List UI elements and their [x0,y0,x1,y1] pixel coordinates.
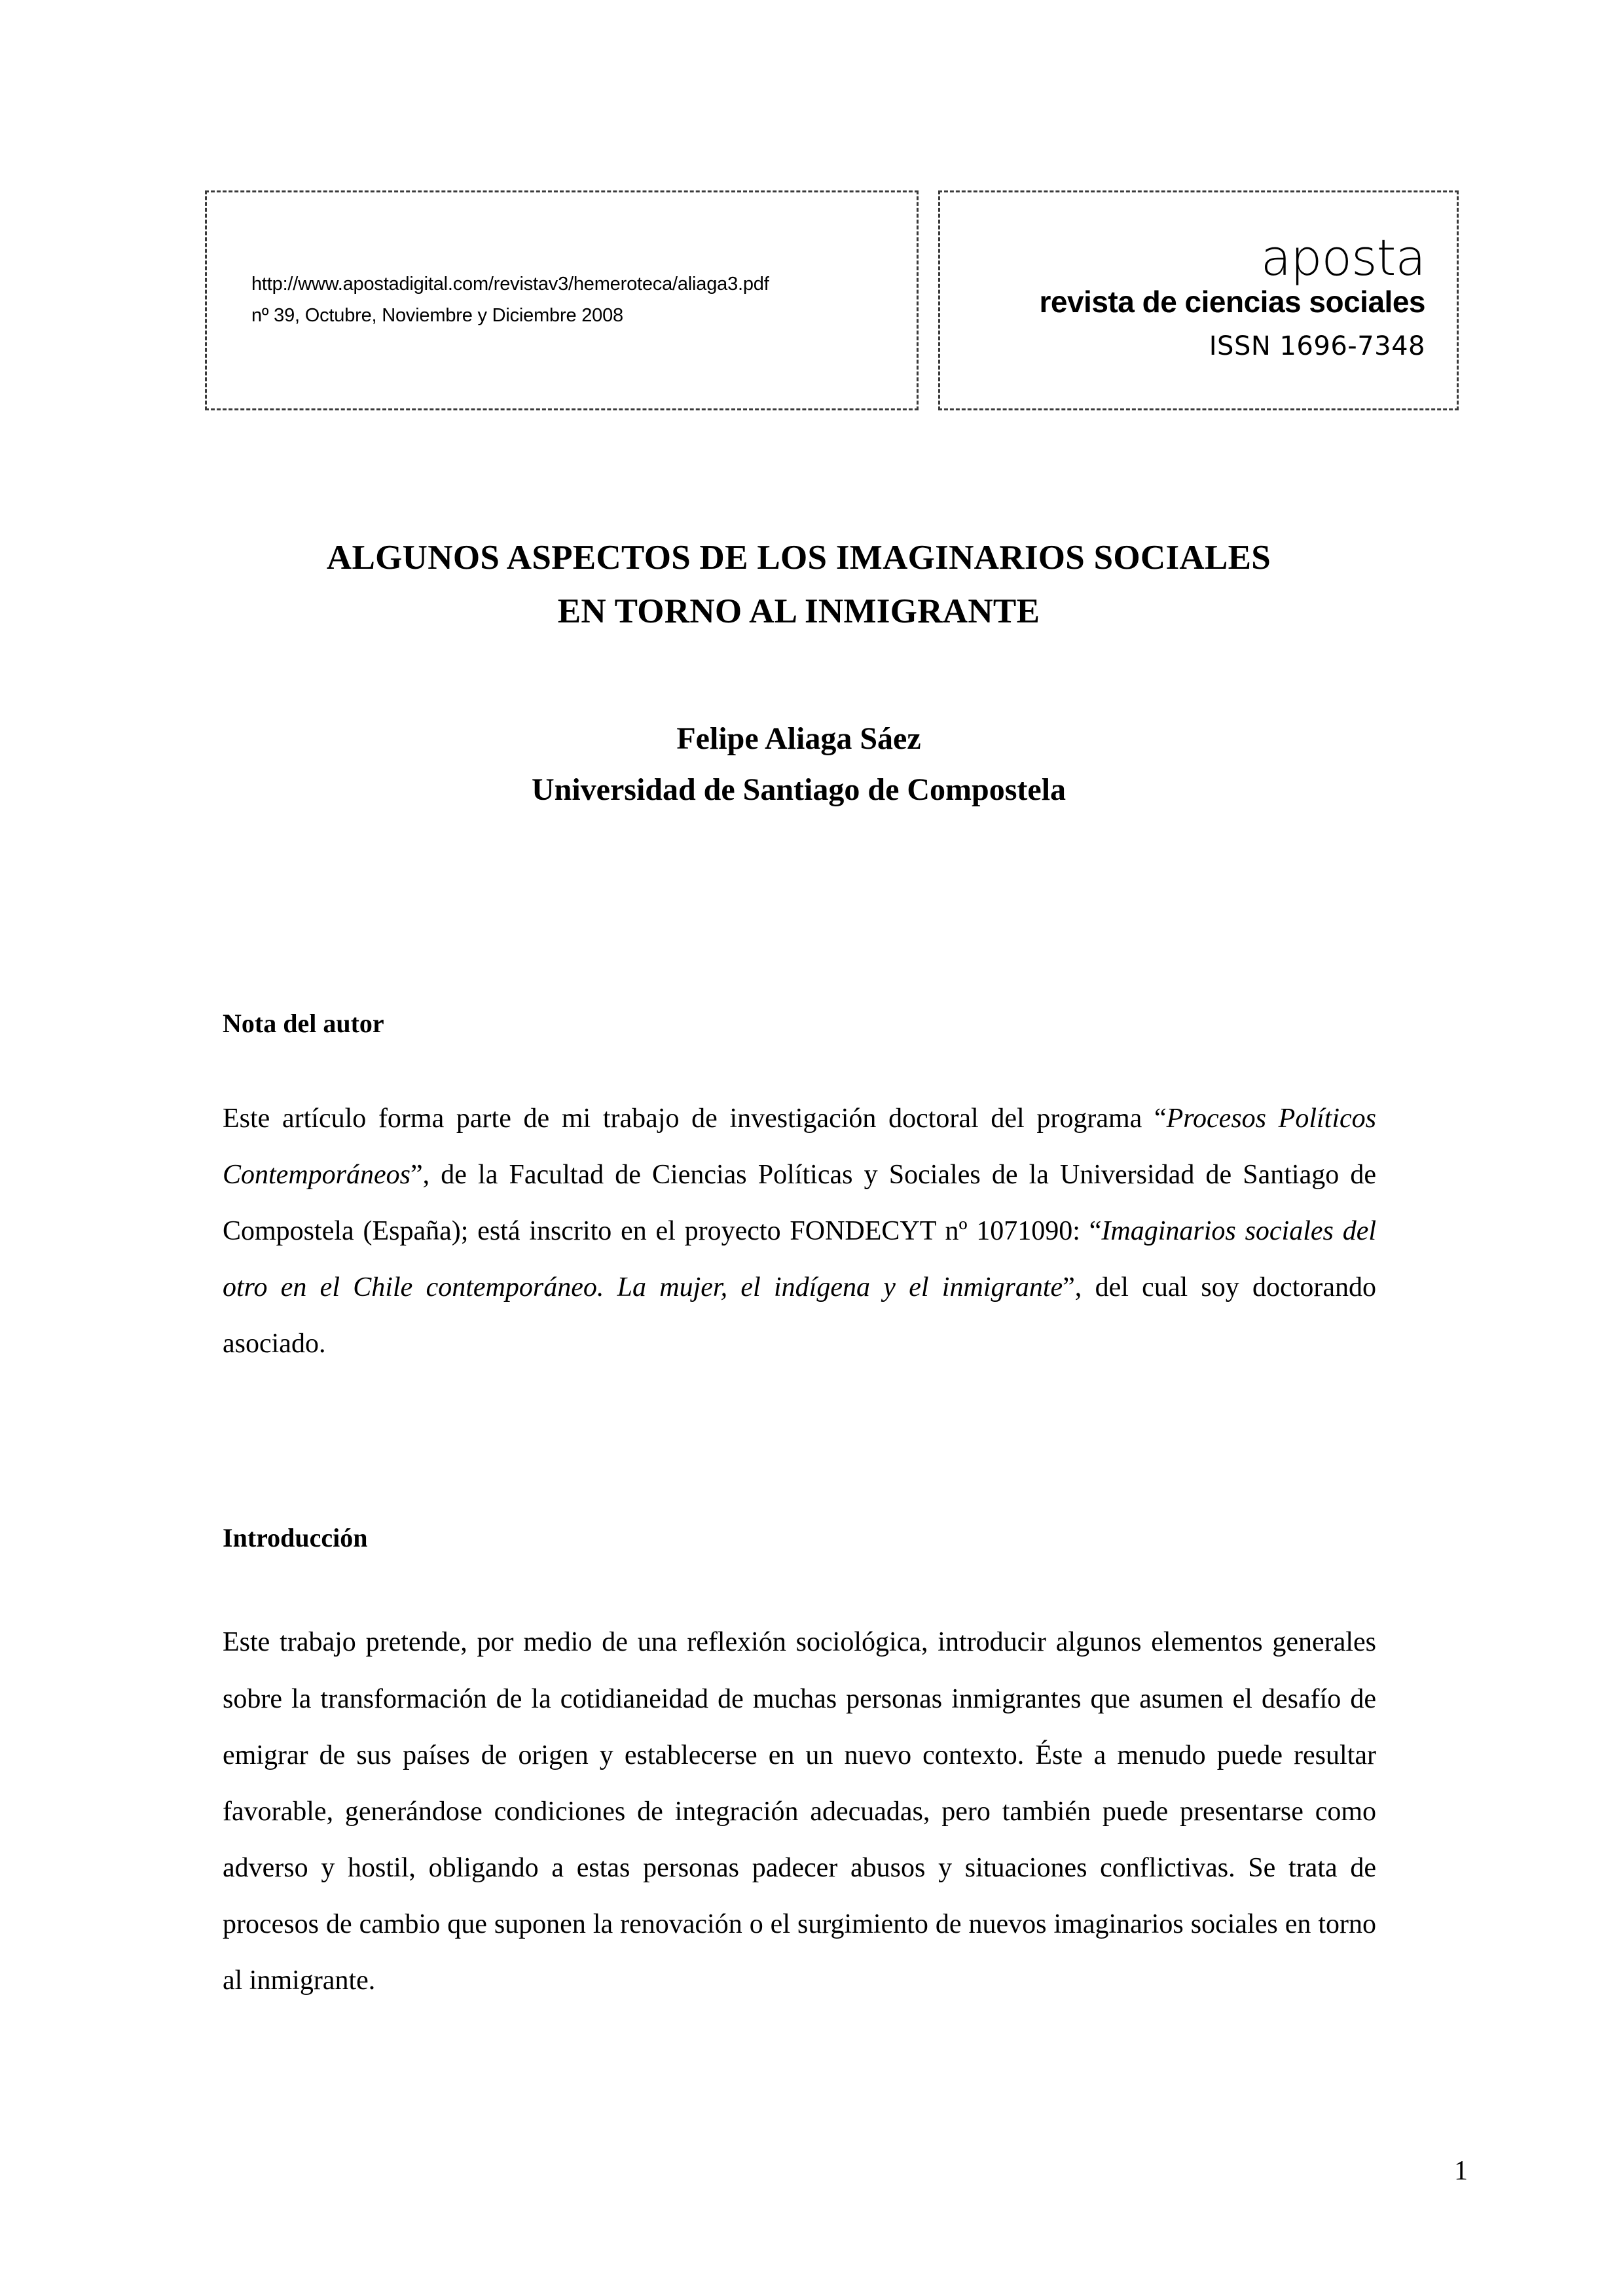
journal-issn: ISSN 1696-7348 [1209,331,1425,361]
author-block [223,713,1375,816]
masthead-source-box [205,190,919,410]
spacer [223,1372,1376,1522]
page-number: 1 [1454,2156,1468,2186]
paragraph-introduccion: Este trabajo pretende, por medio de una reflexión sociológica, introducir algunos elementos generales sobre la transformación de la cotidianeidad de muchas personas inmigrantes que asumen el desafío de emigrar de sus países de origen y establecerse en un nuevo contexto. Éste a menudo puede resultar favorable, generándose condiciones de integración adecuadas, pero también puede presentarse como adverso y hostil, obligando a estas personas padecer abusos y situaciones conflictivas. Se trata de procesos de cambio que suponen la renovación o el surgimiento de nuevos imaginarios sociales en torno al inmigrante. [223,1627,1376,1996]
spacer [223,1039,1376,1090]
note-text-3: ”, del cual soy doctorando asociado. [223,1272,1376,1359]
title-line-1: ALGUNOS ASPECTOS DE LOS IMAGINARIOS SOCIALES [326,538,1271,577]
note-text-1: Este artículo forma parte de mi trabajo de investigación doctoral del programa “ [223,1103,1167,1134]
note-text-2: ”, de la Facultad de Ciencias Políticas y Sociales de la Universidad de Santiago de Compostela (España); está inscrito en el proyecto FONDECYT nº 1071090: “ [223,1160,1376,1247]
author-affiliation: Universidad de Santiago de Compostela [531,772,1067,807]
note-italic-1: Procesos Políticos Contemporáneos [223,1103,1377,1191]
section-heading-author-note: Nota del autor [223,1009,384,1038]
spacer [223,1554,1376,1614]
section-heading-introduccion: Introducción [223,1523,368,1553]
issue-info: nº 39, Octubre, Noviembre y Diciembre 2008 [251,305,623,326]
article-url[interactable]: http://www.apostadigital.com/revistav3/hemeroteca/aliaga3.pdf [251,274,769,295]
page-title [223,531,1375,638]
note-italic-2: Imaginarios sociales del otro en el Chile contemporáneo. La mujer, el indígena y el inmigrante [223,1216,1377,1303]
masthead-journal-box [938,190,1459,410]
title-line-2: EN TORNO AL INMIGRANTE [557,592,1040,630]
journal-subtitle: revista de ciencias sociales [1039,284,1425,319]
body-column [223,1008,1376,2009]
masthead [205,190,1459,410]
journal-logo-text: aposta [1260,228,1425,287]
author-name: Felipe Aliaga Sáez [676,721,921,756]
paragraph-author-note [223,1090,1376,1372]
